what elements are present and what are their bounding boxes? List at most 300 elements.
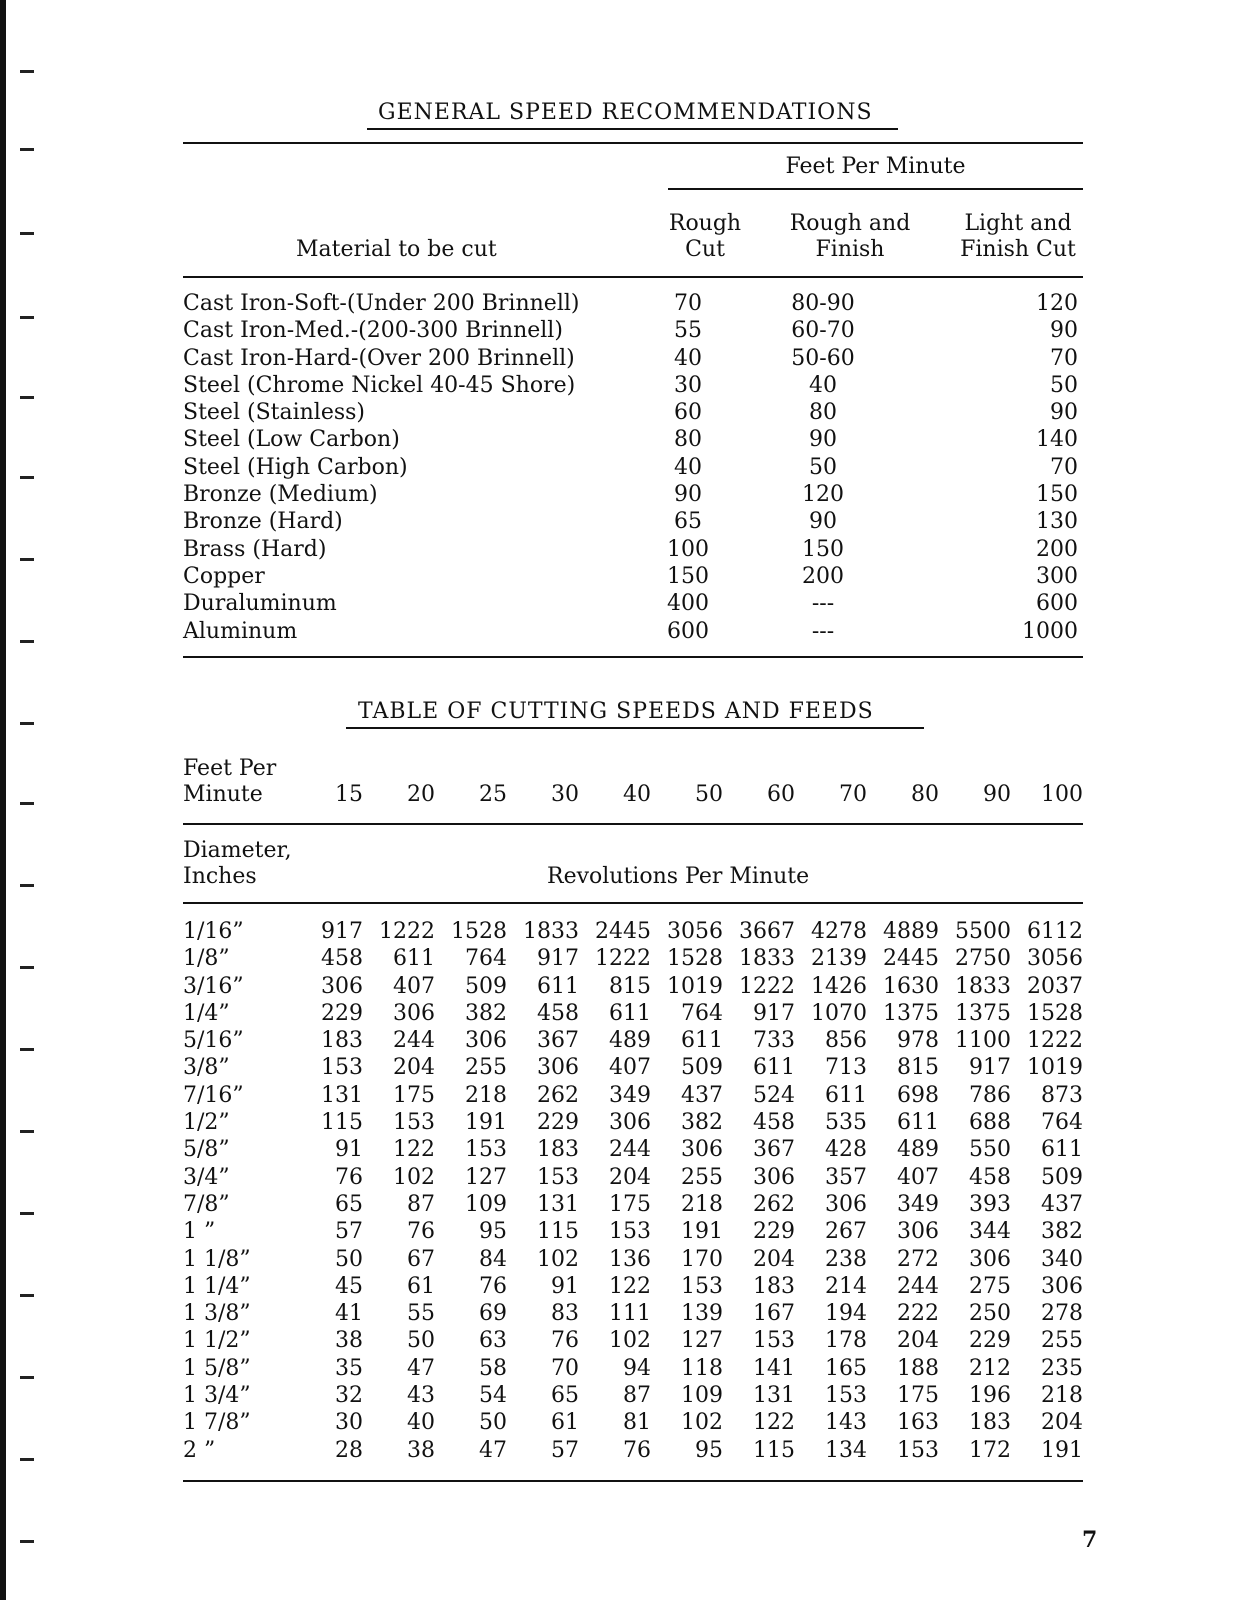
light-finish-cell: 200: [1036, 536, 1078, 562]
rpm-cell: 165: [825, 1355, 867, 1381]
rpm-cell: 611: [753, 1055, 795, 1081]
margin-tick: [20, 722, 34, 725]
rpm-cell: 61: [407, 1273, 435, 1299]
rpm-cell: 131: [537, 1191, 579, 1217]
margin-tick: [20, 396, 34, 399]
margin-tick: [20, 640, 34, 643]
rpm-cell: 69: [479, 1301, 507, 1327]
table-row: [183, 1355, 1083, 1382]
rpm-cell: 91: [551, 1273, 579, 1299]
light-finish-cell: 70: [1050, 454, 1078, 480]
rpm-cell: 6112: [1027, 919, 1083, 944]
rough-cut-cell: 30: [674, 372, 702, 398]
table-row: [183, 1218, 1083, 1245]
rpm-cell: 713: [825, 1055, 867, 1081]
rpm-cell: 54: [479, 1383, 507, 1409]
rpm-cell: 76: [335, 1164, 363, 1190]
rough-finish-cell: 50: [809, 454, 837, 480]
table-row: [183, 1164, 1083, 1191]
rpm-cell: 3667: [739, 919, 795, 944]
rpm-cell: 306: [537, 1055, 579, 1081]
light-finish-cell: 50: [1050, 372, 1078, 398]
rpm-cell: 489: [897, 1137, 939, 1163]
rough-finish-cell: 50-60: [791, 345, 855, 371]
rpm-cell: 50: [335, 1246, 363, 1272]
rpm-cell: 1630: [883, 973, 939, 999]
diameter-cell: 1 1/8”: [183, 1246, 251, 1272]
rpm-cell: 1375: [883, 1000, 939, 1026]
rpm-cell: 218: [681, 1191, 723, 1217]
rpm-cell: 47: [479, 1437, 507, 1463]
fpm-value: 80: [911, 782, 939, 807]
fpm-value: 40: [623, 782, 651, 807]
diameter-cell: 1/16”: [183, 919, 244, 944]
rpm-cell: 611: [393, 946, 435, 972]
rpm-cell: 153: [609, 1219, 651, 1245]
rpm-cell: 382: [1041, 1219, 1083, 1245]
rpm-cell: 1019: [1027, 1055, 1083, 1081]
fpm-value: 50: [695, 782, 723, 807]
rpm-cell: 2139: [811, 946, 867, 972]
rpm-cell: 84: [479, 1246, 507, 1272]
rpm-cell: 1426: [811, 973, 867, 999]
rpm-cell: 611: [609, 1000, 651, 1026]
table-row: [183, 973, 1083, 1000]
rough-cut-cell: 100: [667, 536, 709, 562]
diameter-cell: 1 3/4”: [183, 1383, 251, 1409]
fpm-value: 20: [407, 782, 435, 807]
feet-per-minute-header: Feet Per Minute: [785, 154, 966, 179]
rpm-cell: 143: [825, 1410, 867, 1436]
diameter-label-line1: Diameter,: [183, 838, 292, 863]
table-row: [183, 454, 1114, 481]
rpm-cell: 4278: [811, 919, 867, 944]
general-header-rule: [183, 276, 1083, 278]
material-cell: Aluminum: [183, 618, 298, 644]
material-cell: Cast Iron-Soft-(Under 200 Brinnell): [183, 291, 580, 316]
table-row: [183, 563, 1114, 590]
table-row: [183, 1437, 1083, 1464]
rpm-cell: 178: [825, 1328, 867, 1354]
rough-cut-cell: 80: [674, 427, 702, 453]
rpm-cell: 218: [465, 1082, 507, 1108]
rpm-cell: 65: [551, 1383, 579, 1409]
table-row: [183, 1054, 1083, 1081]
rpm-cell: 611: [897, 1110, 939, 1136]
table-row: [183, 945, 1083, 972]
rpm-cell: 917: [537, 946, 579, 972]
rpm-cell: 153: [753, 1328, 795, 1354]
rpm-cell: 244: [393, 1028, 435, 1054]
table-row: [183, 399, 1114, 426]
material-cell: Copper: [183, 563, 265, 589]
rpm-cell: 278: [1041, 1301, 1083, 1327]
rpm-cell: 2445: [595, 919, 651, 944]
margin-tick: [20, 1130, 34, 1133]
rpm-cell: 367: [537, 1028, 579, 1054]
material-cell: Cast Iron-Hard-(Over 200 Brinnell): [183, 345, 575, 371]
rpm-cell: 306: [321, 973, 363, 999]
margin-tick: [20, 1376, 34, 1379]
rpm-cell: 136: [609, 1246, 651, 1272]
rpm-cell: 175: [897, 1383, 939, 1409]
rpm-cell: 349: [609, 1082, 651, 1108]
rough-cut-header-line2: Cut: [685, 237, 725, 262]
rough-finish-cell: 80: [809, 400, 837, 426]
margin-tick: [20, 1294, 34, 1297]
rpm-cell: 188: [897, 1355, 939, 1381]
rpm-cell: 458: [969, 1164, 1011, 1190]
rpm-cell: 229: [537, 1110, 579, 1136]
rpm-cell: 153: [465, 1137, 507, 1163]
rpm-cell: 1528: [667, 946, 723, 972]
light-finish-cell: 90: [1050, 318, 1078, 344]
table-row: [183, 1409, 1083, 1436]
rpm-cell: 191: [1041, 1437, 1083, 1463]
rpm-cell: 244: [897, 1273, 939, 1299]
rpm-cell: 102: [609, 1328, 651, 1354]
rpm-cell: 183: [753, 1273, 795, 1299]
rpm-cell: 873: [1041, 1082, 1083, 1108]
rpm-cell: 109: [465, 1191, 507, 1217]
light-finish-cell: 90: [1050, 400, 1078, 426]
diameter-cell: 1 1/2”: [183, 1328, 251, 1354]
rough-cut-cell: 600: [667, 618, 709, 644]
rpm-cell: 255: [465, 1055, 507, 1081]
rpm-cell: 611: [681, 1028, 723, 1054]
rpm-cell: 306: [465, 1028, 507, 1054]
table-row: [183, 618, 1114, 645]
rpm-cell: 238: [825, 1246, 867, 1272]
rpm-cell: 204: [1041, 1410, 1083, 1436]
margin-tick: [20, 802, 34, 805]
page-binding-edge: [0, 0, 6, 1600]
rpm-cell: 978: [897, 1028, 939, 1054]
table-row: [183, 1382, 1083, 1409]
material-cell: Steel (Low Carbon): [183, 427, 400, 453]
rpm-cell: 733: [753, 1028, 795, 1054]
rpm-cell: 5500: [955, 919, 1011, 944]
rpm-cell: 204: [897, 1328, 939, 1354]
rpm-cell: 87: [623, 1383, 651, 1409]
rpm-cell: 191: [681, 1219, 723, 1245]
rpm-cell: 102: [537, 1246, 579, 1272]
rpm-cell: 218: [1041, 1383, 1083, 1409]
diameter-cell: 1 ”: [183, 1219, 216, 1245]
rpm-cell: 76: [623, 1437, 651, 1463]
table-row: [183, 1246, 1083, 1273]
rpm-cell: 509: [1041, 1164, 1083, 1190]
rpm-cell: 2037: [1027, 973, 1083, 999]
rpm-cell: 611: [537, 973, 579, 999]
rpm-cell: 917: [321, 919, 363, 944]
rpm-cell: 153: [321, 1055, 363, 1081]
light-finish-cell: 140: [1036, 427, 1078, 453]
general-table-title: GENERAL SPEED RECOMMENDATIONS: [378, 100, 873, 125]
rpm-cell: 1528: [1027, 1000, 1083, 1026]
rpm-cell: 407: [393, 973, 435, 999]
rpm-cell: 50: [479, 1410, 507, 1436]
rpm-cell: 4889: [883, 919, 939, 944]
rpm-cell: 229: [969, 1328, 1011, 1354]
rpm-cell: 698: [897, 1082, 939, 1108]
table-row: [183, 1082, 1083, 1109]
rpm-cell: 122: [609, 1273, 651, 1299]
rough-cut-cell: 55: [674, 318, 702, 344]
rpm-cell: 134: [825, 1437, 867, 1463]
rpm-cell: 235: [1041, 1355, 1083, 1381]
rpm-cell: 214: [825, 1273, 867, 1299]
rpm-cell: 262: [753, 1191, 795, 1217]
rpm-cell: 109: [681, 1383, 723, 1409]
general-top-rule: [183, 142, 1083, 144]
rpm-cell: 306: [609, 1110, 651, 1136]
rpm-cell: 1222: [739, 973, 795, 999]
diameter-cell: 1/2”: [183, 1110, 230, 1136]
rpm-cell: 222: [897, 1301, 939, 1327]
rough-finish-header-line1: Rough and: [789, 211, 911, 236]
light-finish-cell: 1000: [1022, 618, 1078, 644]
rpm-cell: 3056: [667, 919, 723, 944]
rpm-cell: 611: [825, 1082, 867, 1108]
light-finish-cell: 300: [1036, 563, 1078, 589]
rpm-cell: 153: [393, 1110, 435, 1136]
material-cell: Bronze (Medium): [183, 482, 378, 508]
rough-finish-cell: 90: [809, 427, 837, 453]
rpm-cell: 1222: [595, 946, 651, 972]
diameter-cell: 2 ”: [183, 1437, 216, 1463]
general-title-underline: [367, 128, 898, 130]
rpm-cell: 118: [681, 1355, 723, 1381]
rough-finish-cell: ---: [811, 618, 835, 644]
rpm-cell: 2445: [883, 946, 939, 972]
rpm-cell: 275: [969, 1273, 1011, 1299]
table-row: [183, 508, 1114, 535]
diameter-cell: 1 7/8”: [183, 1410, 251, 1436]
rpm-cell: 76: [551, 1328, 579, 1354]
rpm-cell: 111: [609, 1301, 651, 1327]
rpm-cell: 67: [407, 1246, 435, 1272]
rpm-cell: 153: [537, 1164, 579, 1190]
rpm-cell: 153: [825, 1383, 867, 1409]
rpm-cell: 87: [407, 1191, 435, 1217]
rough-cut-cell: 150: [667, 563, 709, 589]
rpm-cell: 196: [969, 1383, 1011, 1409]
light-finish-header-line2: Finish Cut: [960, 237, 1076, 262]
rpm-cell: 1833: [955, 973, 1011, 999]
rpm-cell: 38: [407, 1437, 435, 1463]
rpm-cell: 170: [681, 1246, 723, 1272]
rpm-cell: 367: [753, 1137, 795, 1163]
rpm-cell: 63: [479, 1328, 507, 1354]
margin-tick: [20, 232, 34, 235]
fpm-value: 70: [839, 782, 867, 807]
rpm-cell: 32: [335, 1383, 363, 1409]
material-cell: Steel (Chrome Nickel 40-45 Shore): [183, 372, 576, 398]
table-row: [183, 372, 1114, 399]
diameter-cell: 1 5/8”: [183, 1355, 251, 1381]
rpm-cell: 127: [681, 1328, 723, 1354]
rpm-cell: 306: [825, 1191, 867, 1217]
rpm-cell: 437: [1041, 1191, 1083, 1217]
rpm-header: Revolutions Per Minute: [547, 864, 810, 889]
rpm-cell: 267: [825, 1219, 867, 1245]
rpm-cell: 535: [825, 1110, 867, 1136]
rpm-cell: 3056: [1027, 946, 1083, 972]
diameter-cell: 3/4”: [183, 1164, 230, 1190]
table-row: [183, 1027, 1083, 1054]
material-cell: Duraluminum: [183, 591, 337, 617]
margin-tick: [20, 1540, 34, 1543]
rpm-cell: 204: [609, 1164, 651, 1190]
rpm-cell: 212: [969, 1355, 1011, 1381]
rpm-cell: 407: [897, 1164, 939, 1190]
rough-finish-cell: 80-90: [791, 291, 855, 316]
margin-tick: [20, 558, 34, 561]
table-row: [183, 1136, 1083, 1163]
rpm-cell: 611: [1041, 1137, 1083, 1163]
rpm-cell: 382: [465, 1000, 507, 1026]
rpm-cell: 428: [825, 1137, 867, 1163]
diameter-cell: 3/8”: [183, 1055, 230, 1081]
rpm-cell: 76: [407, 1219, 435, 1245]
rpm-cell: 917: [753, 1000, 795, 1026]
rpm-cell: 183: [969, 1410, 1011, 1436]
rpm-cell: 175: [393, 1082, 435, 1108]
diameter-cell: 7/8”: [183, 1191, 230, 1217]
rpm-cell: 50: [407, 1328, 435, 1354]
rough-cut-header-line1: Rough: [668, 211, 742, 236]
rpm-cell: 131: [321, 1082, 363, 1108]
table-row: [183, 536, 1114, 563]
table-row: [183, 590, 1114, 617]
rpm-cell: 175: [609, 1191, 651, 1217]
rpm-cell: 43: [407, 1383, 435, 1409]
rpm-cell: 306: [393, 1000, 435, 1026]
rpm-cell: 1070: [811, 1000, 867, 1026]
rpm-cell: 139: [681, 1301, 723, 1327]
rpm-cell: 550: [969, 1137, 1011, 1163]
rpm-cell: 194: [825, 1301, 867, 1327]
light-finish-cell: 70: [1050, 345, 1078, 371]
rpm-cell: 250: [969, 1301, 1011, 1327]
fpm-value: 15: [335, 782, 363, 807]
rough-finish-cell: ---: [811, 591, 835, 617]
material-cell: Bronze (Hard): [183, 509, 343, 535]
rpm-cell: 172: [969, 1437, 1011, 1463]
margin-tick: [20, 316, 34, 319]
margin-tick: [20, 476, 34, 479]
rpm-cell: 458: [321, 946, 363, 972]
rpm-cell: 1833: [523, 919, 579, 944]
margin-tick: [20, 148, 34, 151]
fpm-value: 30: [551, 782, 579, 807]
material-cell: Steel (Stainless): [183, 400, 366, 426]
rpm-cell: 917: [969, 1055, 1011, 1081]
rpm-cell: 458: [753, 1110, 795, 1136]
diameter-cell: 5/16”: [183, 1028, 244, 1054]
rough-cut-cell: 65: [674, 509, 702, 535]
rpm-cell: 91: [335, 1137, 363, 1163]
rpm-cell: 55: [407, 1301, 435, 1327]
rpm-cell: 115: [753, 1437, 795, 1463]
rpm-cell: 30: [335, 1410, 363, 1436]
rpm-cell: 1019: [667, 973, 723, 999]
general-speed-table: [183, 290, 1114, 645]
rpm-cell: 306: [681, 1137, 723, 1163]
rpm-cell: 40: [407, 1410, 435, 1436]
diameter-cell: 1/4”: [183, 1000, 230, 1026]
light-finish-header-line1: Light and: [964, 211, 1072, 236]
rpm-cell: 764: [681, 1000, 723, 1026]
rpm-cell: 38: [335, 1328, 363, 1354]
rough-cut-cell: 40: [674, 345, 702, 371]
rpm-cell: 856: [825, 1028, 867, 1054]
rpm-cell: 344: [969, 1219, 1011, 1245]
rpm-cell: 35: [335, 1355, 363, 1381]
rough-cut-cell: 60: [674, 400, 702, 426]
rpm-cell: 815: [897, 1055, 939, 1081]
cutting-header-rule: [183, 902, 1083, 904]
cutting-bottom-rule: [183, 1480, 1083, 1482]
general-bottom-rule: [183, 656, 1083, 658]
table-row: [183, 290, 1114, 317]
table-row: [183, 345, 1114, 372]
diameter-cell: 1/8”: [183, 946, 230, 972]
light-finish-cell: 150: [1036, 482, 1078, 508]
diameter-cell: 1 3/8”: [183, 1301, 251, 1327]
margin-tick: [20, 1458, 34, 1461]
rpm-cell: 382: [681, 1110, 723, 1136]
feet-per-minute-rule: [668, 188, 1083, 190]
rpm-cell: 393: [969, 1191, 1011, 1217]
table-row: [183, 1300, 1083, 1327]
rpm-cell: 122: [753, 1410, 795, 1436]
rpm-cell: 57: [335, 1219, 363, 1245]
rpm-cell: 306: [1041, 1273, 1083, 1299]
rpm-cell: 65: [335, 1191, 363, 1217]
fpm-value: 60: [767, 782, 795, 807]
rough-finish-cell: 90: [809, 509, 837, 535]
rpm-cell: 306: [969, 1246, 1011, 1272]
cutting-speeds-table: [183, 918, 1083, 1464]
rpm-cell: 1100: [955, 1028, 1011, 1054]
light-finish-cell: 120: [1036, 291, 1078, 316]
margin-tick: [20, 966, 34, 969]
rpm-cell: 407: [609, 1055, 651, 1081]
rpm-cell: 255: [681, 1164, 723, 1190]
fpm-value: 90: [983, 782, 1011, 807]
rpm-cell: 163: [897, 1410, 939, 1436]
rough-finish-cell: 120: [802, 482, 844, 508]
rpm-cell: 81: [623, 1410, 651, 1436]
rpm-cell: 509: [681, 1055, 723, 1081]
rpm-cell: 1222: [1027, 1028, 1083, 1054]
rough-finish-cell: 60-70: [791, 318, 855, 344]
fpm-label-line2: Minute: [183, 782, 263, 807]
rpm-cell: 153: [681, 1273, 723, 1299]
rpm-cell: 688: [969, 1110, 1011, 1136]
rpm-cell: 167: [753, 1301, 795, 1327]
margin-tick: [20, 70, 34, 73]
light-finish-cell: 130: [1036, 509, 1078, 535]
rough-cut-cell: 400: [667, 591, 709, 617]
rpm-cell: 115: [537, 1219, 579, 1245]
rpm-cell: 2750: [955, 946, 1011, 972]
table-row: [183, 918, 1083, 945]
rpm-cell: 306: [753, 1164, 795, 1190]
cutting-fpm-rule: [183, 823, 1083, 825]
